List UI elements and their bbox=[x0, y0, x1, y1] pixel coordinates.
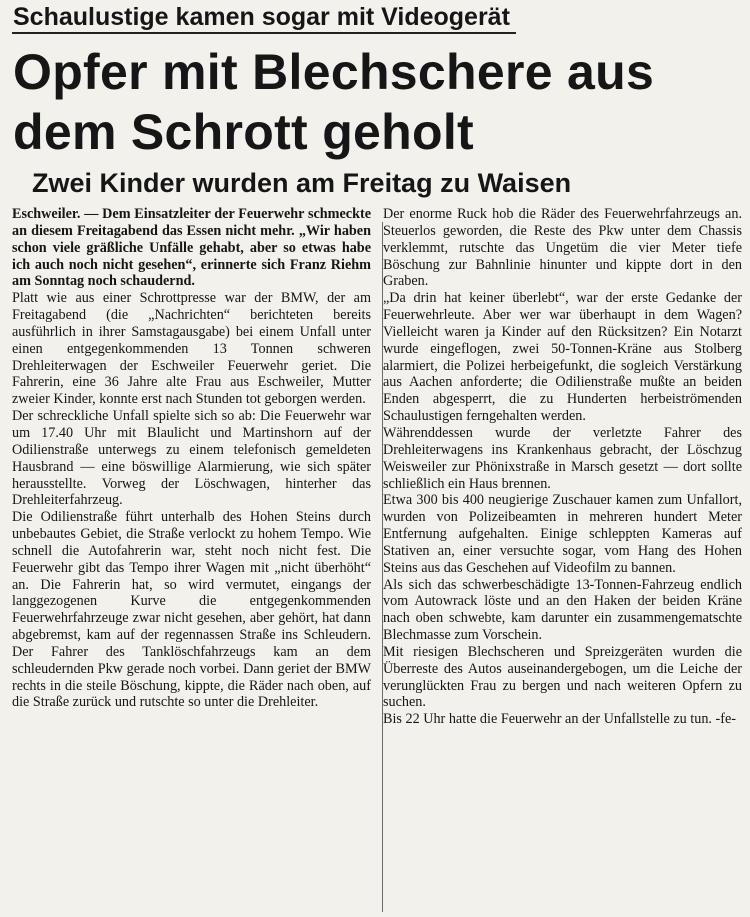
body-paragraph: „Da drin hat keiner überlebt“, war der erste Gedanke der Feuerwehrleute. Aber wer war überhaupt in dem Wagen? Vielleicht waren ja Kinder auf den Rücksitzen? Ein Notarzt wurde eingeflogen, zwei 50-Tonnen-Kräne aus Stolberg alarmiert, die Polizei herbeigefunkt, die sogleich Verstärkung aus Aachen anforderte; die Odilienstraße mußte an beiden Enden abgesperrt, die zu Hunderten herbeiströmenden Schaulustigen ferngehalten werden. bbox=[383, 290, 742, 425]
right-column bbox=[383, 206, 742, 728]
lead-paragraph: Eschweiler. — Dem Einsatzleiter der Feuerwehr schmeckte an diesem Freitagabend das Essen nicht mehr. „Wir haben schon viele gräßliche Unfälle gehabt, aber so etwas habe ich auch noch nicht gesehen“, erinnerte sich Franz Riehm am Sonntag noch schaudernd. bbox=[12, 206, 371, 290]
closing-paragraph: Bis 22 Uhr hatte die Feuerwehr an der Unfallstelle zu tun. -fe- bbox=[383, 711, 736, 728]
headline: Opfer mit Blechschere aus dem Schrott geholt bbox=[13, 44, 655, 160]
body-paragraph: Mit riesigen Blechscheren und Spreizgeräten wurden die Überreste des Autos auseinandergebogen, um die Leiche der verunglückten Frau zu bergen und nach weiteren Opfern zu suchen. bbox=[383, 643, 742, 711]
subheadline: Zwei Kinder wurden am Freitag zu Waisen bbox=[32, 168, 572, 198]
body-paragraph: Währenddessen wurde der verletzte Fahrer des Drehleiterwagens ins Krankenhaus gebracht, der Löschzug Weisweiler zur Phönixstraße in Marsch gesetzt — dort sollte schließlich ein Haus brennen. bbox=[383, 424, 742, 492]
body-paragraph: Die Odilienstraße führt unterhalb des Hohen Steins durch unbebautes Gebiet, die Straße verlockt zu hohem Tempo. Wie schnell die Autofahrerin war, steht noch nicht fest. Die Feuerwehr gibt das Tempo ihrer Wagen mit „nicht überhöht“ an. Die Fahrerin hat, so wird vermutet, eingangs der langgezogenen Kurve die entgegenkommenden Feuerwehrfahrzeuge zwar nicht gesehen, aber gehört, hat dann abgebremst, kam auf der regennassen Straße ins Schleudern. Der Fahrer des Tanklöschfahrzeugs kam an dem schleudernden Pkw gerade noch vorbei. Dann geriet der BMW rechts in die steile Böschung, kippte, die Räder nach oben, auf die Straße zurück und rutschte so unter die Drehleiter. bbox=[12, 509, 371, 711]
left-column bbox=[12, 206, 371, 728]
body-paragraph: Als sich das schwerbeschädigte 13-Tonnen-Fahrzeug endlich vom Autowrack löste und an den Haken der beiden Kräne nach oben schwebte, kam darunter ein zusammengematschte Blechmasse zum Vorschein. bbox=[383, 576, 742, 644]
body-paragraph: Platt wie aus einer Schrottpresse war der BMW, der am Freitagabend (die „Nachrichten“ berichteten bereits ausführlich in ihrer Samstagausgabe) bei einem Unfall unter einen entgegenkommenden 13 Tonnen schweren Drehleiterwagen der Eschweiler Feuerwehr geriet. Die Fahrerin, eine 36 Jahre alte Frau aus Eschweiler, Mutter zweier Kinder, konnte erst nach Stunden tot geborgen werden. bbox=[12, 290, 371, 408]
article-body bbox=[12, 206, 742, 728]
kicker-line: Schaulustige kamen sogar mit Videogerät bbox=[12, 2, 516, 34]
body-paragraph: Der enorme Ruck hob die Räder des Feuerwehrfahrzeugs an. Steuerlos geworden, die Reste des Pkw unter dem Chassis verklemmt, rutschte das Ungetüm die vier Meter tiefe Böschung zur Bahnlinie hinunter und kippte dort in den Graben. bbox=[383, 206, 742, 290]
body-paragraph: Etwa 300 bis 400 neugierige Zuschauer kamen zum Unfallort, wurden von Polizeibeamten in mehreren hundert Meter Entfernung aufgehalten. Einige schleppten Kameras auf Stativen an, einer versuchte sogar, vom Hang des Hohen Steins aus das Geschehen auf Videofilm zu bannen. bbox=[383, 492, 742, 576]
column-divider bbox=[382, 222, 383, 912]
body-paragraph: Der schreckliche Unfall spielte sich so ab: Die Feuerwehr war um 17.40 Uhr mit Blaulicht und Martinshorn auf der Odilienstraße unterwegs zu einem telefonisch gemeldeten Hausbrand — eine böswillige Alarmierung, wie sich später herausstellte. Vorweg der Löschwagen, hinterher das Drehleiterfahrzeug. bbox=[12, 408, 371, 509]
